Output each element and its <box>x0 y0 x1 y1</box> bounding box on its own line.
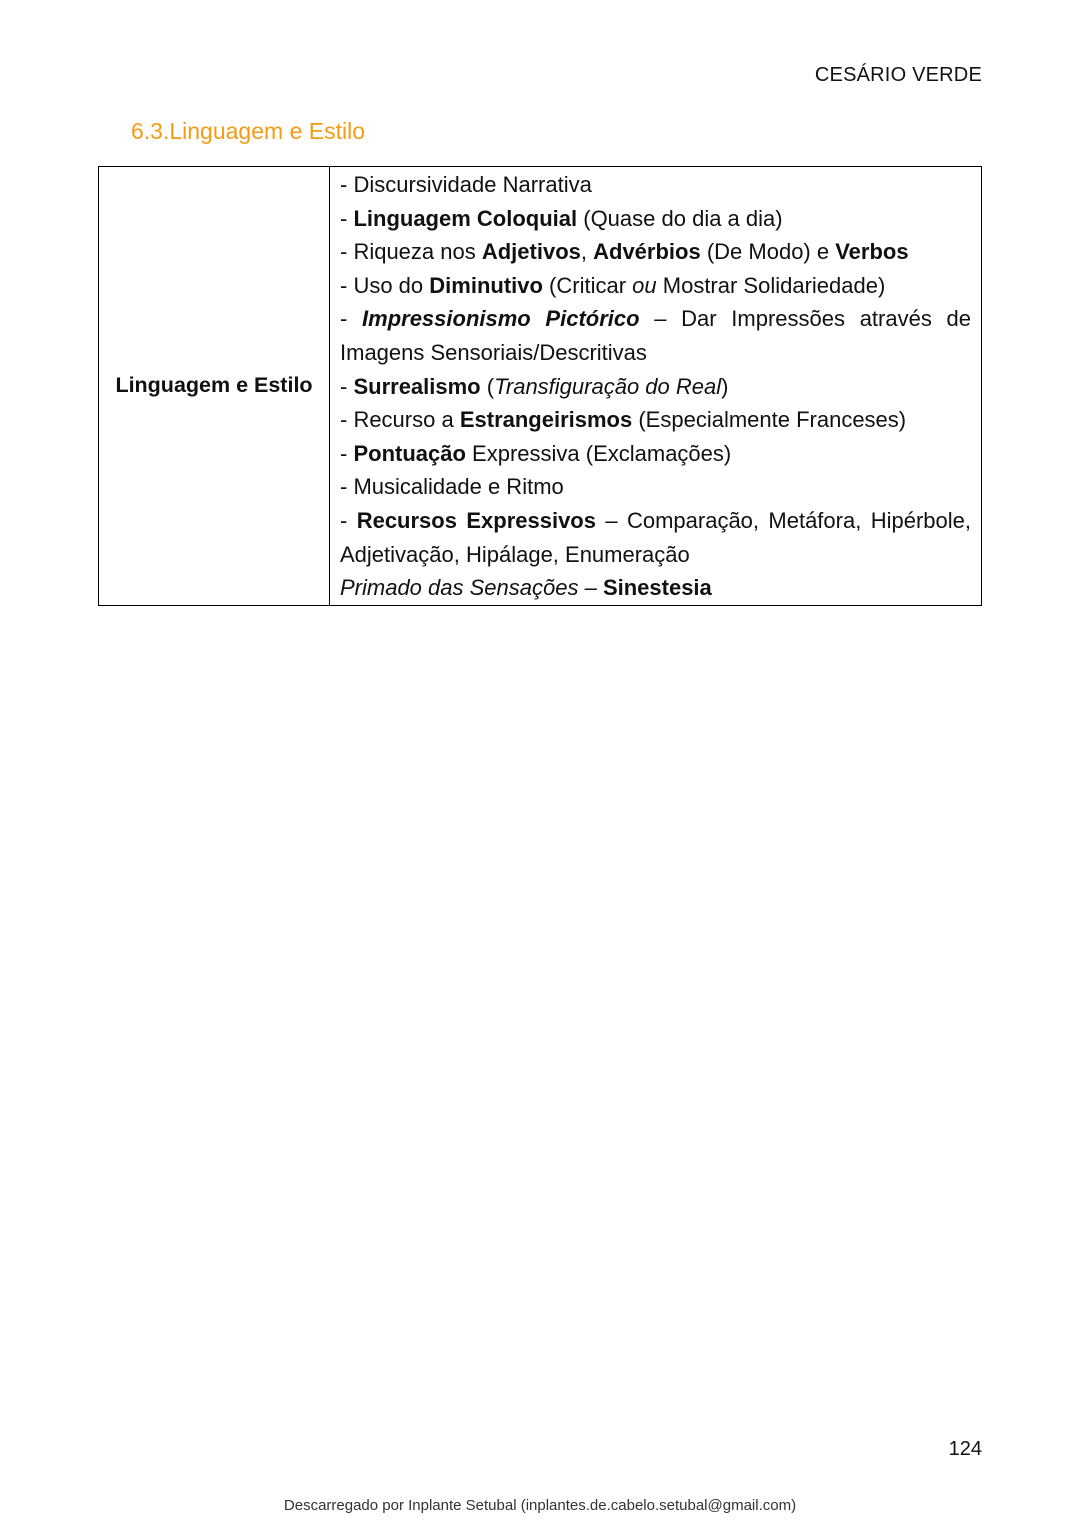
emphasis-term: Impressionismo Pictórico <box>362 306 640 332</box>
item-text: – Dar Impressões através de Imagens Sensoriais/Descritivas <box>340 306 971 365</box>
list-item <box>340 403 971 437</box>
italic-text: Transfiguração do Real <box>494 373 722 399</box>
item-text: ( <box>480 373 495 399</box>
list-item <box>340 235 971 269</box>
item-text: (Criticar <box>542 272 633 298</box>
emphasis-term: Diminutivo <box>429 272 543 298</box>
item-text: (Quase do dia a dia) <box>577 205 783 231</box>
item-text: - Discursividade Narrativa <box>340 172 592 197</box>
item-text: - <box>340 440 354 466</box>
item-text: - <box>340 507 357 533</box>
item-text: - Recurso a <box>340 407 460 433</box>
emphasis-term: Recursos Expressivos <box>356 507 596 533</box>
page-number: 124 <box>948 1438 982 1460</box>
list-item <box>340 437 971 471</box>
item-text: - Riqueza nos <box>340 239 482 265</box>
emphasis-term: Linguagem Coloquial <box>353 205 578 231</box>
item-text: – Comparação, Metáfora, Hipérbole, Adjetivação, Hipálage, Enumeração <box>340 507 971 567</box>
emphasis-term: Sinestesia <box>602 575 712 601</box>
emphasis-term: Adjetivos <box>481 239 581 265</box>
features-list <box>330 167 982 606</box>
item-text: – <box>578 575 603 601</box>
item-text: - <box>340 306 363 332</box>
list-item <box>340 302 971 369</box>
item-text: (Especialmente Franceses) <box>632 407 907 433</box>
list-item <box>340 571 971 605</box>
item-text: Expressiva (Exclamações) <box>465 440 732 466</box>
item-text: , <box>580 239 594 265</box>
item-text: ) <box>721 373 729 399</box>
item-text: - Musicalidade e Ritmo <box>340 474 564 500</box>
item-text: (De Modo) e <box>700 239 836 265</box>
list-item <box>340 504 971 571</box>
emphasis-term: Estrangeirismos <box>459 407 633 433</box>
italic-text: Primado das Sensações <box>340 575 579 601</box>
item-text: - <box>340 205 354 231</box>
list-item <box>340 202 971 236</box>
download-credit: Descarregado por Inplante Setubal (inplantes.de.cabelo.setubal@gmail.com) <box>283 1497 797 1514</box>
running-header: CESÁRIO VERDE <box>814 64 982 86</box>
emphasis-term: Verbos <box>835 239 909 265</box>
section-title: 6.3.Linguagem e Estilo <box>131 118 365 144</box>
item-text: - Uso do <box>340 272 430 298</box>
list-item <box>340 470 971 504</box>
italic-text: ou <box>632 272 657 298</box>
row-label: Linguagem e Estilo <box>99 167 330 606</box>
item-text: Mostrar Solidariedade) <box>656 272 886 298</box>
emphasis-term: Surrealismo <box>353 373 481 399</box>
item-text: - <box>340 373 354 399</box>
list-item <box>340 269 971 303</box>
list-item <box>340 370 971 404</box>
emphasis-term: Advérbios <box>593 239 701 265</box>
emphasis-term: Pontuação <box>353 440 466 466</box>
language-style-table <box>98 166 982 606</box>
table-row <box>99 167 982 606</box>
list-item <box>340 168 971 202</box>
